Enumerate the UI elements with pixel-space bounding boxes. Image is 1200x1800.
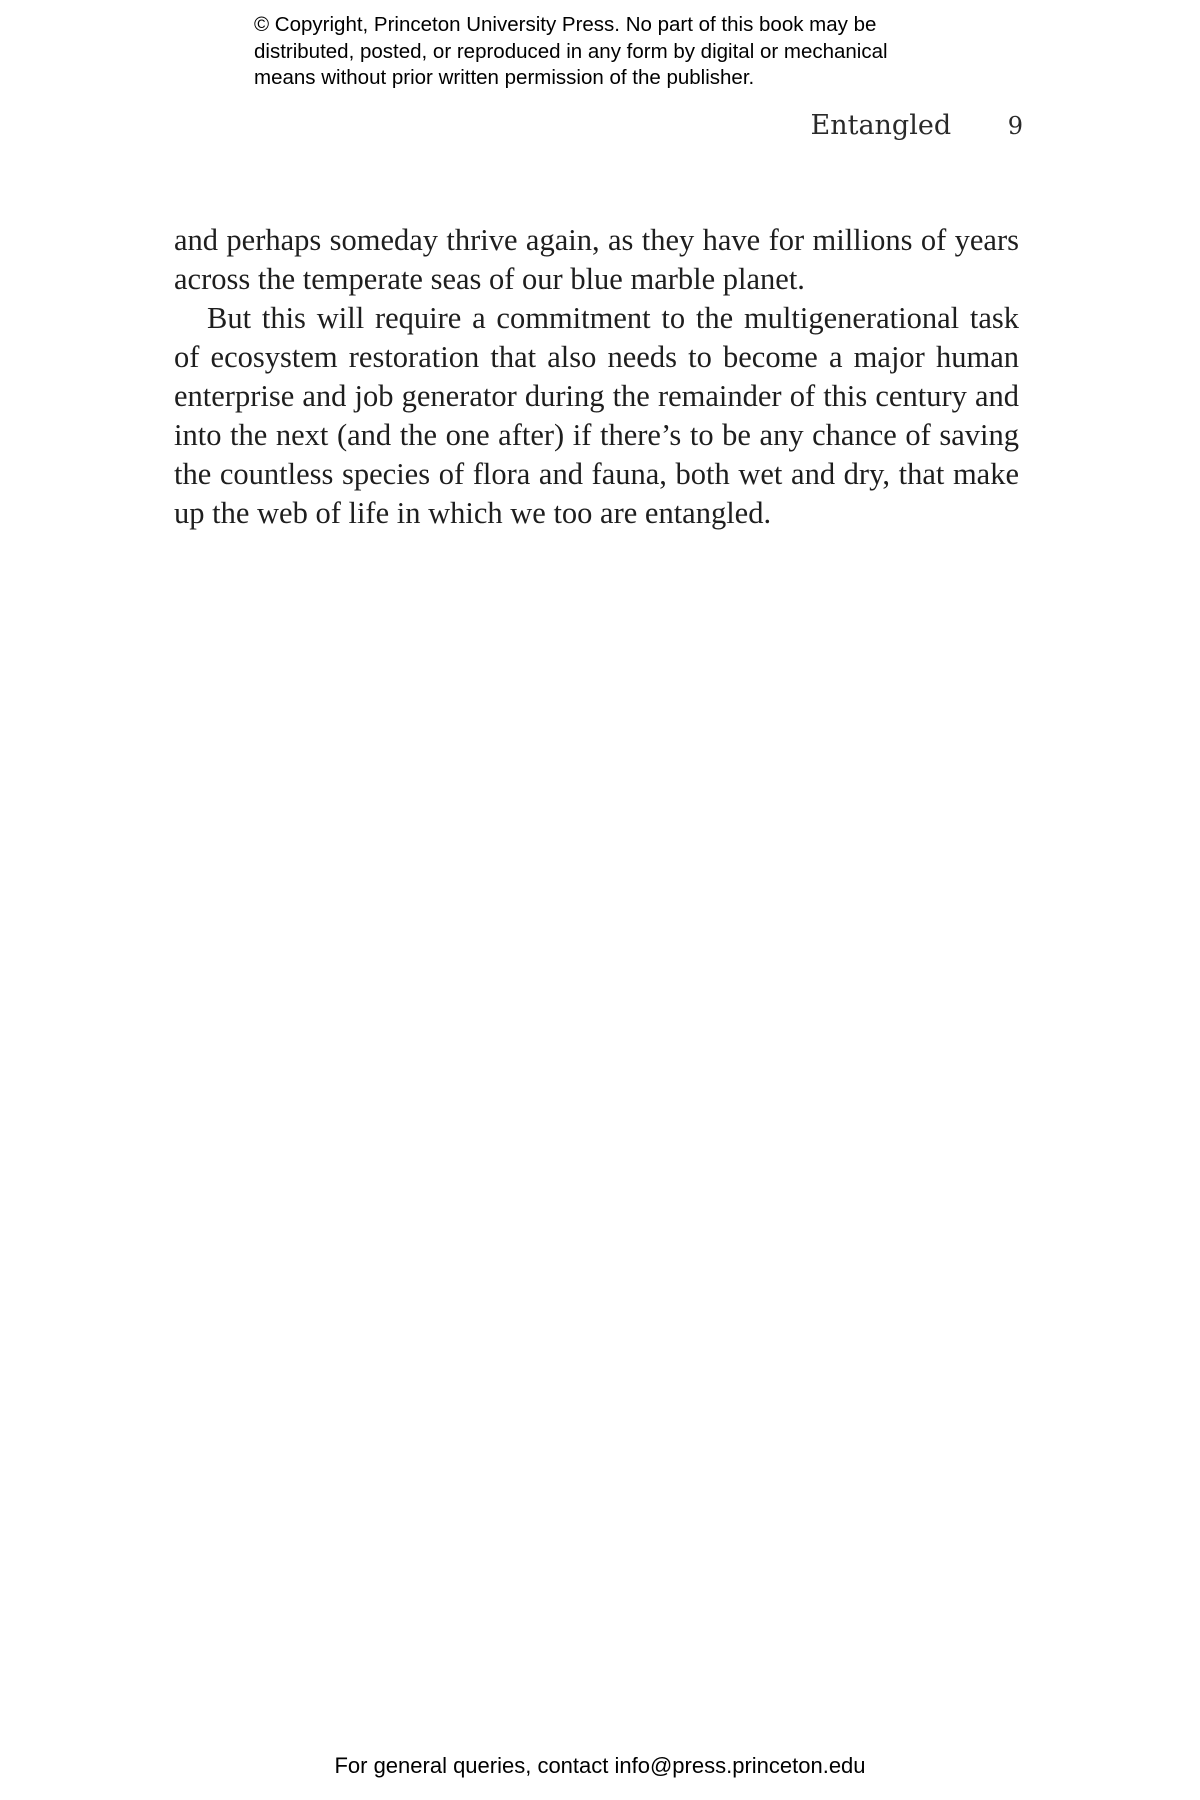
text-line: and perhaps someday thrive again, as they have for millions of years (174, 223, 1019, 257)
body-paragraph (174, 221, 1019, 299)
text-line: of ecosystem restoration that also needs to become a major human (174, 340, 1019, 374)
copyright-line: © Copyright, Princeton University Press. No part of this book may be (254, 13, 877, 36)
text-line: But this will require a commitment to the multigenerational task (207, 301, 1019, 335)
text-line: the countless species of flora and fauna, both wet and dry, that make (174, 457, 1019, 491)
running-head (811, 108, 1024, 144)
text-line: up the web of life in which we too are entangled. (174, 496, 772, 530)
copyright-line: distributed, posted, or reproduced in any form by digital or mechanical (254, 39, 888, 63)
text-line: into the next (and the one after) if there’s to be any chance of saving (174, 418, 1019, 452)
running-head-title: Entangled (810, 110, 952, 141)
page-number: 9 (1007, 112, 1023, 140)
footer-contact: For general queries, contact info@press.princeton.edu (334, 1753, 866, 1778)
copyright-line: means without prior written permission of the publisher. (254, 66, 755, 89)
body-text (174, 221, 1019, 533)
copyright-notice (254, 12, 994, 92)
body-paragraph (174, 299, 1019, 533)
text-line: across the temperate seas of our blue marble planet. (174, 262, 805, 296)
text-line: enterprise and job generator during the remainder of this century and (174, 379, 1019, 413)
